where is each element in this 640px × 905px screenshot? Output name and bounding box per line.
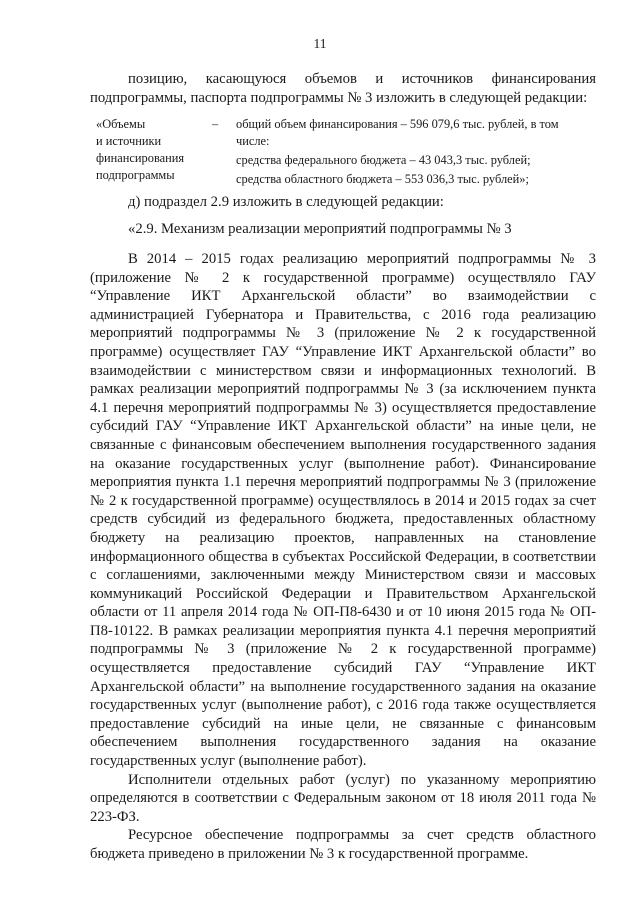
passport-value-line: общий объем финансирования – 596 079,6 тыс. рублей, в том числе: <box>236 117 559 148</box>
passport-value-line: средства областного бюджета – 553 036,3 тыс. рублей»; <box>236 172 529 186</box>
passport-label-line: «Объемы <box>96 117 146 131</box>
passport-label <box>96 116 208 184</box>
passport-dash: – <box>212 117 219 131</box>
passport-values <box>236 116 592 190</box>
passport-label-line: подпрограммы <box>96 168 175 182</box>
body-paragraph: Ресурсное обеспечение подпрограммы за счет средств областного бюджета приведено в приложении № 3 к государственной программе. <box>90 827 596 862</box>
subsection-instruction: д) подраздел 2.9 изложить в следующей редакции: <box>128 194 444 210</box>
passport-label-line: финансирования <box>96 151 185 165</box>
intro-block <box>90 70 596 107</box>
main-text <box>90 250 596 864</box>
body-paragraph: Исполнители отдельных работ (услуг) по указанному мероприятию определяются в соответствии с Федеральным законом от 18 июля 2011 года № 223-ФЗ. <box>90 771 596 825</box>
section-heading: «2.9. Механизм реализации мероприятий подпрограммы № 3 <box>128 221 512 237</box>
body-paragraph: В 2014 – 2015 годах реализацию мероприятий подпрограммы № 3 (приложение № 2 к государственной программе) осуществляло ГАУ “Управление ИКТ Архангельской области” во взаимодействии с администрацией Губернатора и Правительства, с 2016 года реализацию мероприятий подпрограммы № 3 (приложение № 2 к государственной программе) осуществляет ГАУ “Управление ИКТ Архангельской области” во взаимодействии с министерством связи и информационных технологий. В рамках реализации мероприятий подпрограммы № 3 (за исключением пункта 4.1 перечня мероприятий подпрограммы № 3) осуществляется предоставление субсидий ГАУ “Управление ИКТ Архангельской области” на иные цели, не связанные с финансовым обеспечением выполнения государственного задания на оказание государственных услуг (выполнение работ). Финансирование мероприятия пункта 1.1 перечня мероприятий подпрограммы № 3 (приложение № 2 к государственной программе) осуществлялось в 2014 и 2015 годах за счет средств субсидий из федерального бюджета, предоставленных областному бюджету на реализацию проектов, направленных на становление информационного общества в субъектах Российской Федерации, в соответствии с соглашениями, заключенными между Министерством связи и массовых коммуникаций Российской Федерации и Правительством Архангельской области от 11 апреля 2014 года № ОП-П8-6430 и от 10 июня 2015 года № ОП-П8-10122. В рамках реализации мероприятия пункта 4.1 перечня мероприятий подпрограммы № 3 (приложение № 2 к государственной программе) осуществляется предоставление субсидий ГАУ “Управление ИКТ Архангельской области” на выполнение государственного задания на оказание государственных услуг (выполнение работ), с 2016 года также осуществляется предоставление субсидий на иные цели, не связанные с финансовым обеспечением выполнения государственного задания на оказание государственных услуг (выполнение работ). <box>90 251 596 770</box>
passport-value-line: средства федерального бюджета – 43 043,3 тыс. рублей; <box>236 153 531 167</box>
passport-label-line: и источники <box>96 134 162 148</box>
intro-paragraph: позицию, касающуюся объемов и источников финансирования подпрограммы, паспорта подпрограммы № 3 изложить в следующей редакции: <box>90 71 596 106</box>
page-number: 11 <box>313 36 327 51</box>
